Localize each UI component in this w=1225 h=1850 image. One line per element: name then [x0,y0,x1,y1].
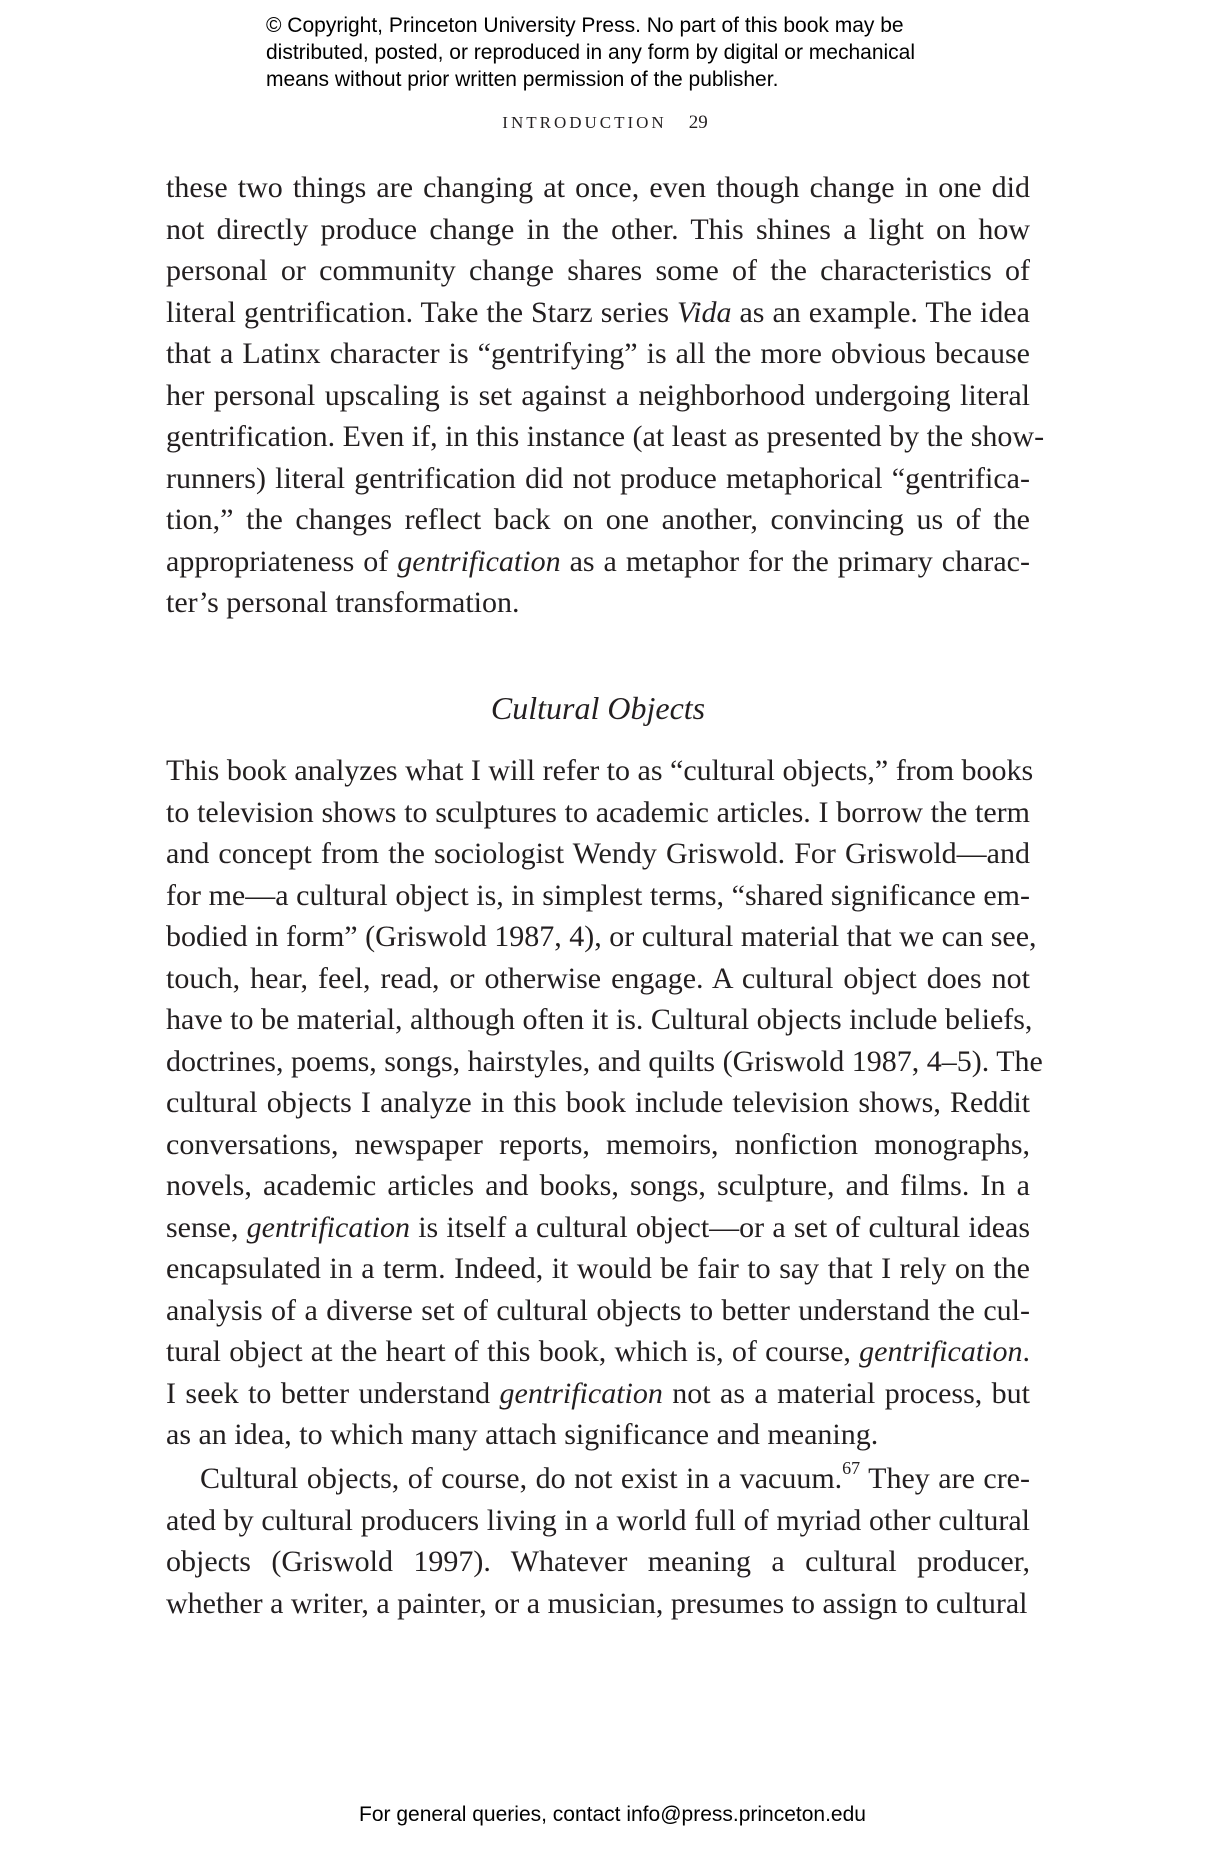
text-line: have to be material, although often it is. Cultural objects include beliefs, [166,1003,1033,1036]
text-line: literal gentrification. Take the Starz series Vida as an example. The idea [166,295,1030,329]
text-line: that a Latinx character is “gentrifying” is all the more obvious because [166,337,1030,370]
text-line: conversations, newspaper reports, memoirs, nonfiction monographs, [166,1127,1030,1161]
text-line: to television shows to sculptures to academic articles. I borrow the term [166,795,1030,829]
text-line: tural object at the heart of this book, which is, of course, gentrification. [166,1335,1030,1368]
text-line: and concept from the sociologist Wendy Griswold. For Griswold—and [166,837,1030,870]
text-line: tion,” the changes reflect back on one another, convincing us of the [166,503,1030,536]
text-line: not directly produce change in the other. This shines a light on how [166,212,1030,246]
text-line: her personal upscaling is set against a neighborhood undergoing literal [166,378,1030,412]
text-line: touch, hear, feel, read, or otherwise engage. A cultural object does not [166,961,1030,995]
text-line: I seek to better understand gentrification not as a material process, but [166,1376,1030,1410]
text-line: ter’s personal transformation. [166,586,520,619]
italic-term: gentrification [246,1210,410,1244]
section-heading: Cultural Objects [490,690,706,726]
text-line: runners) literal gentrification did not produce metaphorical “gentrifica- [166,461,1030,495]
text-line: cultural objects I analyze in this book include television shows, Reddit [166,1086,1030,1119]
text-line: encapsulated in a term. Indeed, it would be fair to say that I rely on the [166,1252,1030,1285]
paragraph-1 [166,167,1045,624]
text-line: as an idea, to which many attach significance and meaning. [166,1418,879,1451]
text-line: ated by cultural producers living in a world full of myriad other cultural [166,1503,1030,1537]
footnote-marker: 67 [842,1458,861,1478]
text-line: whether a writer, a painter, or a musician, presumes to assign to cultural [166,1586,1028,1620]
text-line: sense, gentrification is itself a cultural object—or a set of cultural ideas [166,1210,1030,1244]
text-line: analysis of a diverse set of cultural objects to better understand the cul- [166,1293,1030,1327]
text-line: for me—a cultural object is, in simplest terms, “shared significance em- [166,878,1030,912]
text-line: doctrines, poems, songs, hairstyles, and quilts (Griswold 1987, 4–5). The [166,1044,1043,1078]
text-line: gentrification. Even if, in this instance (at least as presented by the show- [166,420,1045,453]
paragraph-2 [166,750,1043,1456]
copyright-line: means without prior written permission of the publisher. [266,68,779,91]
text-line: these two things are changing at once, even though change in one did [166,171,1030,204]
text-line: novels, academic articles and books, songs, sculpture, and films. In a [166,1169,1030,1202]
text-line: Cultural objects, of course, do not exist in a vacuum.$^{67}$ They are cre- [200,1458,1030,1495]
italic-term: gentrification [499,1376,663,1410]
text-line: objects (Griswold 1997). Whatever meaning a cultural producer, [166,1545,1030,1578]
text-line: personal or community change shares some of the characteristics of [166,254,1030,287]
copyright-line: distributed, posted, or reproduced in any form by digital or mechanical [266,41,916,64]
text-line: bodied in form” (Griswold 1987, 4), or cultural material that we can see, [166,920,1037,953]
running-head [0,112,1210,134]
footer-contact: For general queries, contact info@press.princeton.edu [359,1803,866,1826]
copyright-line: © Copyright, Princeton University Press. No part of this book may be [266,14,904,37]
page-number: 29 [688,112,708,133]
italic-term: gentrification [859,1335,1023,1368]
italic-term: Vida [677,295,732,329]
running-head-section: INTRODUCTION [502,113,667,132]
text-line: This book analyzes what I will refer to as “cultural objects,” from books [166,754,1034,787]
text-line: appropriateness of gentrification as a metaphor for the primary charac- [166,544,1030,578]
copyright-notice [266,12,986,93]
italic-term: gentrification [397,544,561,578]
paragraph-3 [166,1458,1030,1624]
